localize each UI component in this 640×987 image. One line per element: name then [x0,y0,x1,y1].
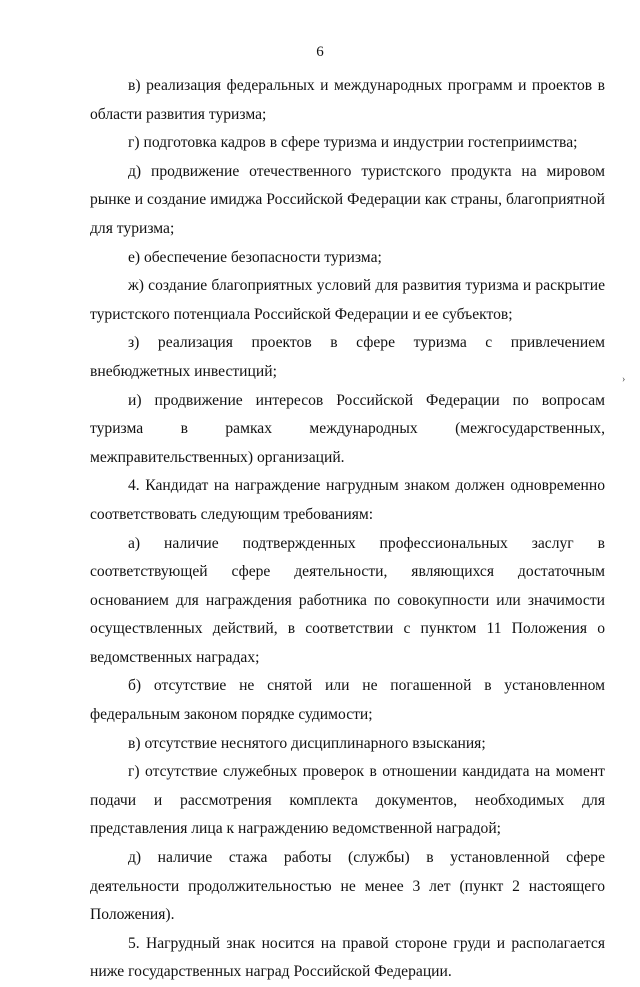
paragraph-clause-4: 4. Кандидат на награждение нагрудным знаком должен одновременно соответствовать следующим требованиям: [90,477,605,523]
paragraph-requirement-a: а) наличие подтвержденных профессиональных заслуг в соответствующей сфере деятельности, являющихся достаточным основанием для награждения работника по совокупности или значимости осуществленных действий, в соответствии с пунктом 11 Положения о ведомственных наградах; [90,534,605,666]
paragraph-item-z: з) реализация проектов в сфере туризма с привлечением внебюджетных инвестиций; [90,334,605,380]
paragraph-item-g: г) подготовка кадров в сфере туризма и индустрии гостеприимства; [128,134,578,152]
paragraph-item-d: д) продвижение отечественного туристского продукта на мировом рынке и создание имиджа Российской Федерации как страны, благоприятной для туризма; [90,162,605,237]
paragraph-requirement-b: б) отсутствие не снятой или не погашенной в установленном федеральным законом порядке судимости; [90,677,605,724]
scan-speck: › [622,374,626,385]
page-number: 6 [316,44,324,60]
paragraph-item-v: в) реализация федеральных и международных программ и проектов в области развития туризма; [90,77,605,123]
paragraph-requirement-v: в) отсутствие неснятого дисциплинарного взыскания; [128,734,486,752]
document-body [90,72,605,987]
paragraph-item-i: и) продвижение интересов Российской Федерации по вопросам туризма в рамках международных (межгосударственных, межправительственных) организаций. [90,391,605,466]
paragraph-item-e: е) обеспечение безопасности туризма; [128,248,382,266]
paragraph-clause-5: 5. Нагрудный знак носится на правой стороне груди и располагается ниже государственных наград Российской Федерации. [90,934,605,981]
paragraph-item-zh: ж) создание благоприятных условий для развития туризма и раскрытие туристского потенциала Российской Федерации и ее субъектов; [90,277,605,323]
paragraph-requirement-d: д) наличие стажа работы (службы) в установленной сфере деятельности продолжительностью не менее 3 лет (пункт 2 настоящего Положения). [90,849,605,924]
paragraph-requirement-g: г) отсутствие служебных проверок в отношении кандидата на момент подачи и рассмотрения комплекта документов, необходимых для представления лица к награждению ведомственной наградой; [90,763,605,838]
